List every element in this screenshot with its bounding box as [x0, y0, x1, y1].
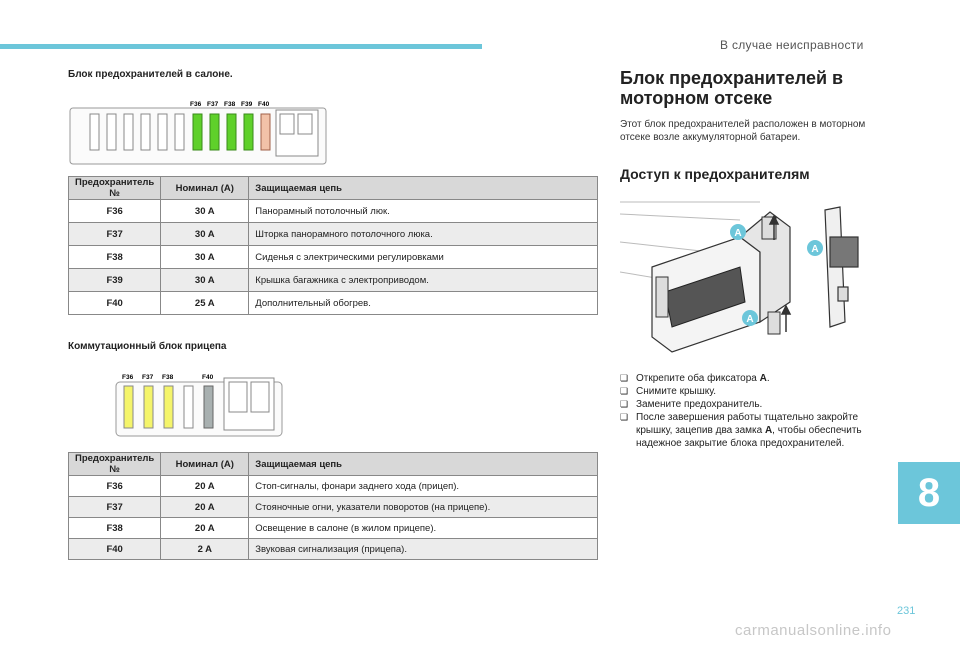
- list-item: [620, 385, 882, 398]
- fuse-rating: 30 A: [161, 269, 249, 292]
- fuse-circuit: Освещение в салоне (в жилом прицепе).: [249, 518, 598, 539]
- column-header: Предохранитель №: [69, 453, 161, 476]
- fuse-number: F36: [69, 476, 161, 497]
- engine-fuse-box-illustration: [620, 192, 882, 362]
- table-row: [69, 246, 598, 269]
- step-text-part: , чтобы обеспечить надежное закрытие блока предохранителей.: [636, 425, 862, 449]
- cabin-caption: Блок предохранителей в салоне.: [68, 69, 233, 80]
- step-text-part: Открепите оба фиксатора: [636, 373, 760, 384]
- fuse-circuit: Панорамный потолочный люк.: [249, 200, 598, 223]
- cabin-fuse-label: F36: [190, 101, 202, 108]
- trailer-fuse-table: [68, 452, 598, 560]
- column-header: Защищаемая цепь: [249, 453, 598, 476]
- cabin-fuse-table: [68, 176, 598, 315]
- fuse-circuit: Дополнительный обогрев.: [249, 292, 598, 315]
- fuse-number: F37: [69, 497, 161, 518]
- step-text-bold: A: [764, 425, 773, 436]
- fuse-rating: 20 A: [161, 518, 249, 539]
- table-row: [69, 518, 598, 539]
- list-item: [620, 372, 882, 385]
- step-text: Замените предохранитель.: [636, 399, 763, 410]
- engine-section-title: [620, 68, 843, 108]
- watermark: carmanualsonline.info: [735, 622, 892, 639]
- step-text: [636, 372, 770, 385]
- fuse-number: F37: [69, 223, 161, 246]
- access-title: Доступ к предохранителям: [620, 166, 810, 182]
- fuse-rating: 20 A: [161, 497, 249, 518]
- table-row: [69, 292, 598, 315]
- fuse-circuit: Шторка панорамного потолочного люка.: [249, 223, 598, 246]
- fuse-number: F40: [69, 292, 161, 315]
- fuse-rating: 2 A: [161, 539, 249, 560]
- table-row: [69, 539, 598, 560]
- fuse-circuit: Крышка багажника с электроприводом.: [249, 269, 598, 292]
- fuse-circuit: Стоп-сигналы, фонари заднего хода (прицеп).: [249, 476, 598, 497]
- step-text: Снимите крышку.: [636, 386, 717, 397]
- fuse-number: F38: [69, 518, 161, 539]
- trailer-caption: Коммутационный блок прицепа: [68, 341, 227, 352]
- access-steps: [620, 372, 882, 450]
- trailer-fuse-label: F36: [122, 374, 134, 381]
- fuse-number: F40: [69, 539, 161, 560]
- trailer-fuse-label: F37: [142, 374, 154, 381]
- step-text-part: .: [766, 373, 770, 384]
- cabin-fuse-label: F37: [207, 101, 219, 108]
- column-header: Номинал (A): [161, 453, 249, 476]
- cabin-fuse-diagram: [68, 96, 330, 168]
- checkbox-bullet-icon: ❏: [620, 412, 629, 422]
- fuse-circuit: Звуковая сигнализация (прицепа).: [249, 539, 598, 560]
- table-row: [69, 476, 598, 497]
- step-text: [636, 411, 882, 450]
- section-title: В случае неисправности: [720, 38, 864, 52]
- marker-a: A: [734, 228, 742, 239]
- list-item: [620, 398, 882, 411]
- title-line: моторном отсеке: [620, 88, 773, 108]
- fuse-rating: 30 A: [161, 200, 249, 223]
- table-row: [69, 223, 598, 246]
- fuse-number: F38: [69, 246, 161, 269]
- table-row: [69, 269, 598, 292]
- column-header: Номинал (A): [161, 177, 249, 200]
- checkbox-bullet-icon: ❏: [620, 386, 629, 396]
- fuse-number: F39: [69, 269, 161, 292]
- list-item: [620, 411, 882, 450]
- cabin-fuse-label: F40: [258, 101, 270, 108]
- cabin-fuse-label: F38: [224, 101, 236, 108]
- chapter-tab: 8: [898, 462, 960, 524]
- step-text-bold: A: [759, 373, 767, 384]
- fuse-rating: 30 A: [161, 246, 249, 269]
- column-header: Предохранитель №: [69, 177, 161, 200]
- step-text-part: После завершения работы тщательно закройте крышку, зацепив два замка: [636, 412, 859, 436]
- engine-intro: Этот блок предохранителей расположен в моторном отсеке возле аккумуляторной батареи.: [620, 119, 866, 143]
- header-accent-bar: [0, 44, 482, 49]
- trailer-fuse-diagram: [112, 370, 288, 440]
- marker-a: A: [811, 244, 819, 255]
- trailer-fuse-label: F40: [202, 374, 214, 381]
- title-line: Блок предохранителей в: [620, 68, 844, 88]
- trailer-fuse-label: F38: [162, 374, 174, 381]
- fuse-circuit: Сиденья с электрическими регулировками: [249, 246, 598, 269]
- fuse-circuit: Стояночные огни, указатели поворотов (на прицепе).: [249, 497, 598, 518]
- fuse-rating: 20 A: [161, 476, 249, 497]
- page-number: 231: [897, 605, 916, 617]
- checkbox-bullet-icon: ❏: [620, 373, 629, 383]
- table-row: [69, 200, 598, 223]
- table-row: [69, 497, 598, 518]
- fuse-rating: 25 A: [161, 292, 249, 315]
- fuse-number: F36: [69, 200, 161, 223]
- checkbox-bullet-icon: ❏: [620, 399, 629, 409]
- fuse-rating: 30 A: [161, 223, 249, 246]
- column-header: Защищаемая цепь: [249, 177, 598, 200]
- marker-a: A: [746, 314, 754, 325]
- cabin-fuse-label: F39: [241, 101, 253, 108]
